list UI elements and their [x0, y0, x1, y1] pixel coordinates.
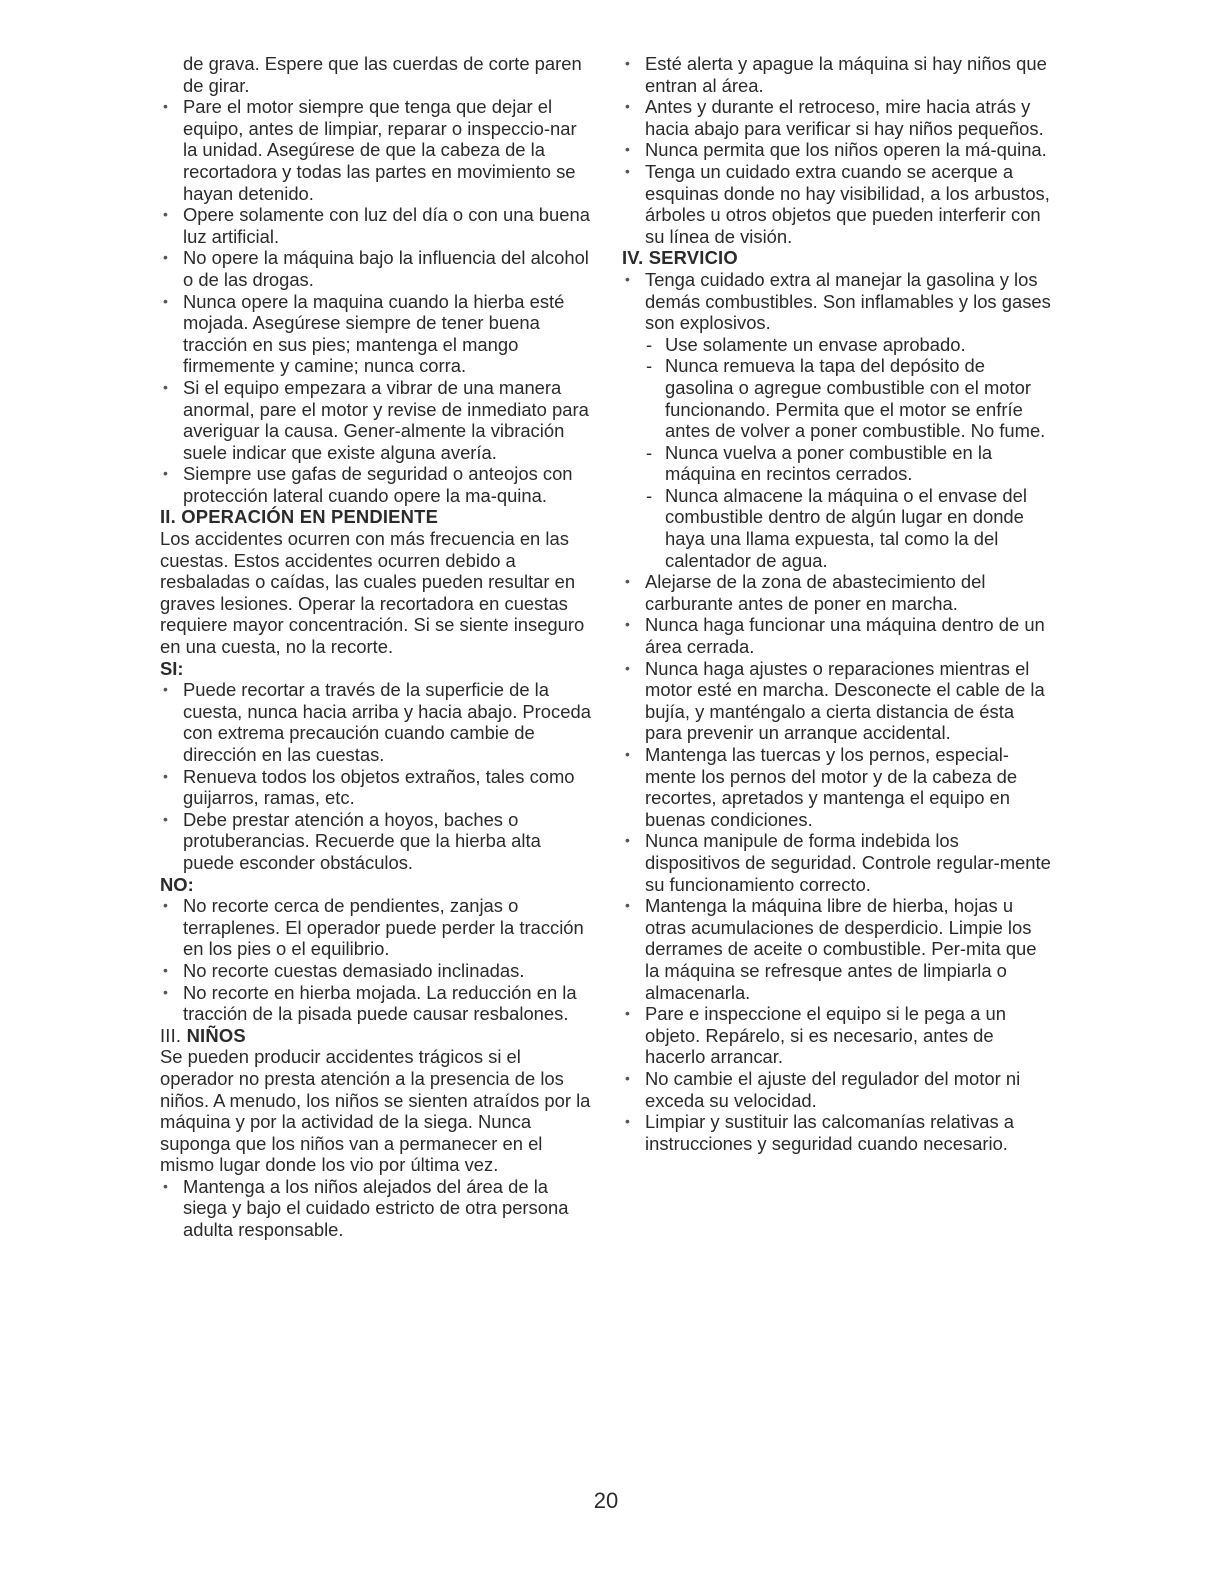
section-paragraph-pendiente: Los accidentes ocurren con más frecuencia en las cuestas. Estos accidentes ocurren debido a resbaladas o caídas, las cuales pueden resultar en graves lesiones. Operar la recortadora en cuestas requiere mayor concentración. Si se siente inseguro en una cuesta, no la recorte. — [160, 528, 585, 658]
dash-item: - Nunca almacene la máquina o el envase del combustible dentro de algún lugar en donde haya una llama expuesta, tal como la del calentador de agua. — [622, 485, 1054, 571]
bullet-item: • Nunca manipule de forma indebida los dispositivos de seguridad. Controle regular-mente su funcionamiento correcto. — [622, 830, 1054, 895]
section-paragraph-ninos: Se pueden producir accidentes trágicos si el operador no presta atención a la presencia de los niños. A menudo, los niños se sienten atraídos por la máquina y por la actividad de la siega. Nunca suponga que los niños van a permanecer en el mismo lugar donde los vio por última vez. — [160, 1046, 591, 1176]
bullet-item: • No recorte cerca de pendientes, zanjas o terraplenes. El operador puede perder la tracción en los pies o el equilibrio. — [160, 895, 592, 960]
section-heading-operacion-pendiente: II. OPERACIÓN EN PENDIENTE — [160, 506, 439, 528]
ninos-bullet-list-continued — [622, 53, 1054, 247]
left-column — [160, 53, 592, 1241]
bullet-item: • Mantenga la máquina libre de hierba, hojas u otras acumulaciones de desperdicio. Limpie los derrames de aceite o combustible. Per-mita que la máquina se refresque antes de limpiarla o almacenarla. — [622, 895, 1054, 1003]
dash-item: - Nunca remueva la tapa del depósito de gasolina o agregue combustible con el motor funcionando. Permita que el motor se enfríe antes de volver a poner combustible. No fume. — [622, 355, 1054, 441]
bullet-item: • Si el equipo empezara a vibrar de una manera anormal, pare el motor y revise de inmediato para averiguar la causa. Gener-almente la vibración suele indicar que existe alguna avería. — [160, 377, 592, 463]
dash-item: - Use solamente un envase aprobado. — [622, 334, 1054, 356]
bullet-item: • Antes y durante el retroceso, mire hacia atrás y hacia abajo para verificar si hay niños pequeños. — [622, 96, 1054, 139]
bullet-item: • Pare e inspeccione el equipo si le pega a un objeto. Repárelo, si es necesario, antes de hacerlo arrancar. — [622, 1003, 1054, 1068]
bullet-item: • Renueva todos los objetos extraños, tales como guijarros, ramas, etc. — [160, 766, 592, 809]
safety-bullet-list — [160, 96, 592, 506]
bullet-item: • No recorte cuestas demasiado inclinadas. — [160, 960, 592, 982]
bullet-item: • Esté alerta y apague la máquina si hay niños que entran al área. — [622, 53, 1054, 96]
bullet-item: • Nunca haga ajustes o reparaciones mientras el motor esté en marcha. Desconecte el cable de la bujía, y manténgalo a cierta distancia de ésta para prevenir un arranque accidental. — [622, 658, 1054, 744]
bullet-item: • Debe prestar atención a hoyos, baches o protuberancias. Recuerde que la hierba alta puede esconder obstáculos. — [160, 809, 592, 874]
continued-text: de grava. Espere que las cuerdas de corte paren de girar. — [183, 53, 582, 96]
bullet-item: • No cambie el ajuste del regulador del motor ni exceda su velocidad. — [622, 1068, 1054, 1111]
bullet-item: • Pare el motor siempre que tenga que dejar el equipo, antes de limpiar, reparar o inspeccio-nar la unidad. Asegúrese de que la cabeza de la recortadora y todas las partes en movimiento se hayan detenido. — [160, 96, 592, 204]
ninos-bullet-list — [160, 1176, 592, 1241]
dash-item: - Nunca vuelva a poner combustible en la máquina en recintos cerrados. — [622, 442, 1054, 485]
bullet-item: • No recorte en hierba mojada. La reducción en la tracción de la pisada puede causar resbalones. — [160, 982, 592, 1025]
bullet-item: • Alejarse de la zona de abastecimiento del carburante antes de poner en marcha. — [622, 571, 1054, 614]
page-number: 20 — [593, 1488, 619, 1513]
no-label: NO: — [160, 873, 194, 895]
bullet-item: • Puede recortar a través de la superficie de la cuesta, nunca hacia arriba y hacia abajo. Proceda con extrema precaución cuando cambie de dirección en las cuestas. — [160, 679, 592, 765]
bullet-item: • Opere solamente con luz del día o con una buena luz artificial. — [160, 204, 592, 247]
section-heading-ninos — [160, 1025, 592, 1047]
bullet-item: • Nunca opere la maquina cuando la hierba esté mojada. Asegúrese siempre de tener buena tracción en sus pies; mantenga el mango firmemente y camine; nunca corra. — [160, 291, 592, 377]
si-bullet-list — [160, 679, 592, 873]
bullet-item: • No opere la máquina bajo la influencia del alcohol o de las drogas. — [160, 247, 592, 290]
bullet-item: • Mantenga las tuercas y los pernos, especial-mente los pernos del motor y de la cabeza de recortes, apretados y mantenga el equipo en buenas condiciones. — [622, 744, 1054, 830]
bullet-item: • Tenga un cuidado extra cuando se acerque a esquinas donde no hay visibilidad, a los arbustos, árboles u otros objetos que pueden interferir con su línea de visión. — [622, 161, 1054, 247]
bullet-item: • Limpiar y sustituir las calcomanías relativas a instrucciones y seguridad cuando necesario. — [622, 1111, 1054, 1154]
bullet-item: • Siempre use gafas de seguridad o anteojos con protección lateral cuando opere la ma-quina. — [160, 463, 592, 506]
servicio-bullet-list — [622, 571, 1054, 1154]
right-column — [622, 53, 1054, 1154]
roman-numeral: III. — [160, 1024, 182, 1046]
no-bullet-list — [160, 895, 592, 1025]
bullet-item-fuel: • Tenga cuidado extra al manejar la gasolina y los demás combustibles. Son inflamables y los gases son explosivos. — [622, 269, 1054, 334]
fuel-dash-list — [622, 334, 1054, 572]
section-heading-servicio: IV. SERVICIO — [622, 247, 738, 269]
bullet-item: • Mantenga a los niños alejados del área de la siega y bajo el cuidado estricto de otra persona adulta responsable. — [160, 1176, 592, 1241]
section-title: NIÑOS — [186, 1024, 246, 1046]
bullet-item: • Nunca permita que los niños operen la má-quina. — [622, 139, 1054, 161]
si-label: SI: — [160, 657, 184, 679]
bullet-item: • Nunca haga funcionar una máquina dentro de un área cerrada. — [622, 614, 1054, 657]
